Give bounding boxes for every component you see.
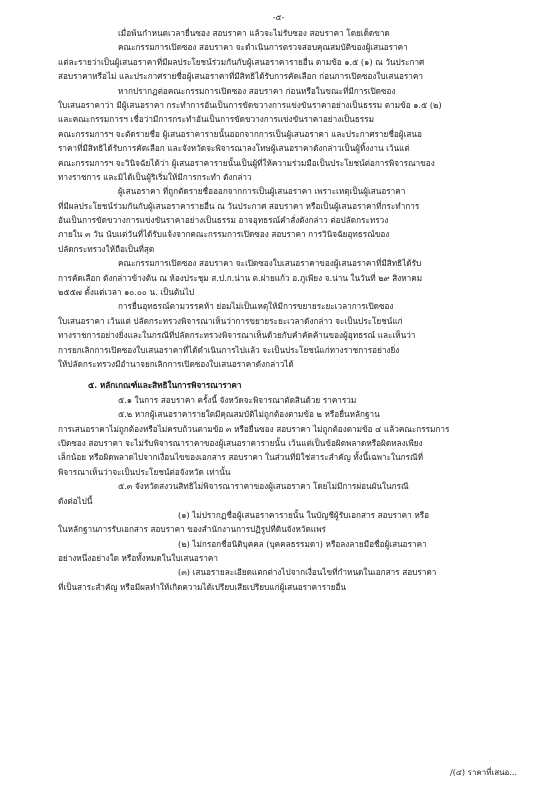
text-line: การเสนอราคาไม่ถูกต้องหรือไม่ครบถ้วนตามข้อ ๓ หรือยื่นซอง สอบราคา ไม่ถูกต้องตามข้อ ๔ แล้วคณะกรรมการ <box>58 423 450 434</box>
page-number: -๕- <box>272 13 285 22</box>
text-line: ใบเสนอราคาว่า มีผู้เสนอราคา กระทำการอันเป็นการขัดขวางการแข่งขันราคาอย่างเป็นธรรม ตามข้อ ๑.๕ (๒) <box>58 99 442 110</box>
text-line: ๒๕๕๗ ตั้งแต่เวลา ๑๐.๐๐ น. เป็นต้นไป <box>58 287 195 298</box>
text-line: พิจารณาเห็นว่าจะเป็นประโยชน์ต่อจังหวัด เท่านั้น <box>58 466 231 477</box>
text-line: ทางราชการ และมิได้เป็นผู้ริเริ่มให้มีการกระทำ ดังกล่าว <box>58 171 252 182</box>
text-line: หากปรากฏต่อคณะกรรมการเปิดซอง สอบราคา ก่อนหรือในขณะที่มีการเปิดซอง <box>118 85 396 96</box>
text-line: คณะกรรมการเปิดซอง สอบราคา จะดำเนินการตรวจสอบคุณสมบัติของผู้เสนอราคา <box>118 42 408 53</box>
text-line: ทางราชการอย่างยิ่งและในกรณีที่ปลัดกระทรวงพิจารณาเห็นด้วยกับคำคัดค้านของผู้อุทธรณ์ และเห็นว่า <box>58 330 416 341</box>
text-line: (๑) ไม่ปรากฏชื่อผู้เสนอราคารายนั้น ในบัญชีผู้รับเอกสาร สอบราคา หรือ <box>178 509 430 520</box>
text-line: ให้ปลัดกระทรวงมีอำนาจยกเลิกการเปิดซองใบเสนอราคาดังกล่าวได้ <box>58 358 294 369</box>
text-line: เปิดซอง สอบราคา จะไม่รับพิจารณาราคาของผู้เสนอราคารายนั้น เว้นแต่เป็นข้อผิดพลาดหรือผิดหลงเพียง <box>58 437 423 448</box>
text-line: สอบราคาหรือไม่ และประกาศรายชื่อผู้เสนอราคาที่มีสิทธิได้รับการคัดเลือก ก่อนการเปิดซองใบเสนอราคา <box>58 71 423 82</box>
text-line: การยกเลิกการเปิดซองใบเสนอราคาที่ได้ดำเนินการไปแล้ว จะเป็นประโยชน์แก่ทางราชการอย่างยิ่ง <box>58 344 400 355</box>
text-line: การคัดเลือก ดังกล่าวข้างต้น ณ ห้องประชุม ส.ป.ก.น่าน ต.ฝายแก้ว อ.ภูเพียง จ.น่าน ในวันที่ ๒๙ สิงหาคม <box>58 272 423 283</box>
text-line: เมื่อพ้นกำหนดเวลายื่นซอง สอบราคา แล้วจะไม่รับซอง สอบราคา โดยเด็ดขาด <box>118 28 390 38</box>
text-line: ภายใน ๓ วัน นับแต่วันที่ได้รับแจ้งจากคณะกรรมการเปิดซอง สอบราคา การวินิจฉัยอุทธรณ์ของ <box>58 229 390 240</box>
text-line: ในหลักฐานการรับเอกสาร สอบราคา ของสำนักงานการปฏิรูปที่ดินจังหวัดแพร่ <box>58 524 326 535</box>
text-line: (๓) เสนอรายละเอียดแตกต่างไปจากเงื่อนไขที่กำหนดในเอกสาร สอบราคา <box>178 567 437 578</box>
text-line: อย่างหนึ่งอย่างใด หรือทั้งหมดในใบเสนอราคา <box>58 553 218 564</box>
text-line: คณะกรรมการเปิดซอง สอบราคา จะเปิดซองใบเสนอราคาของผู้เสนอราคาที่มีสิทธิได้รับ <box>118 258 422 269</box>
text-line <box>58 371 528 378</box>
text-line: ปลัดกระทรวงให้ถือเป็นที่สุด <box>58 243 155 254</box>
section-heading: ๕. หลักเกณฑ์และสิทธิในการพิจารณาราคา <box>88 380 242 391</box>
text-line: ใบเสนอราคา เว้นแต่ ปลัดกระทรวงพิจารณาเห็นว่าการขยายระยะเวลาดังกล่าว จะเป็นประโยชน์แก่ <box>58 315 403 326</box>
text-line: ๕.๑ ในการ สอบราคา ครั้งนี้ จังหวัดจะพิจารณาตัดสินด้วย ราคารวม <box>118 394 357 405</box>
text-line: และคณะกรรมการฯ เชื่อว่ามีการกระทำอันเป็นการขัดขวางการแข่งขันราคาอย่างเป็นธรรม <box>58 114 374 125</box>
text-line: ผู้เสนอราคา ที่ถูกตัดรายชื่อออกจากการเป็นผู้เสนอราคา เพราะเหตุเป็นผู้เสนอราคา <box>118 186 406 197</box>
text-line: คณะกรรมการฯ จะตัดรายชื่อ ผู้เสนอราคารายนั้นออกจากการเป็นผู้เสนอราคา และประกาศรายชื่อผู้เสนอ <box>58 128 422 139</box>
text-line: ราคาที่มีสิทธิได้รับการคัดเลือก และจังหวัดจะพิจารณาลงโทษผู้เสนอราคาดังกล่าวเป็นผู้ทิ้งงาน เว้นแต่ <box>58 143 410 154</box>
text-line: (๒) ไม่กรอกชื่อนิติบุคคล (บุคคลธรรมดา) หรือลงลายมือชื่อผู้เสนอราคา <box>178 538 427 549</box>
text-line: อันเป็นการขัดขวางการแข่งขันราคาอย่างเป็นธรรม อาจอุทธรณ์คำสั่งดังกล่าว ต่อปลัดกระทรวง <box>58 215 389 226</box>
text-line: ๕.๓ จังหวัดสงวนสิทธิไม่พิจารณาราคาของผู้เสนอราคา โดยไม่มีการผ่อนผันในกรณี <box>118 481 409 492</box>
text-line: แต่ละรายว่าเป็นผู้เสนอราคาที่มีผลประโยชน์ร่วมกันกับผู้เสนอราคารายอื่น ตามข้อ ๑.๕ (๑) ณ วันประกาศ <box>58 56 425 67</box>
text-line: คณะกรรมการฯ จะวินิจฉัยได้ว่า ผู้เสนอราคารายนั้นเป็นผู้ที่ให้ความร่วมมือเป็นประโยชน์ต่อการพิจารณาของ <box>58 157 435 168</box>
continuation-footer: /(๔) ราคาที่เสนอ... <box>450 768 517 777</box>
text-line: เล็กน้อย หรือผิดพลาดไปจากเงื่อนไขของเอกสาร สอบราคา ในส่วนที่มิใช่สาระสำคัญ ทั้งนี้เฉพาะในกรณีที่ <box>58 452 423 463</box>
text-line: ดังต่อไปนี้ <box>58 495 93 506</box>
text-line: ที่เป็นสาระสำคัญ หรือมีผลทำให้เกิดความได้เปรียบเสียเปรียบแก่ผู้เสนอราคารายอื่น <box>58 581 347 592</box>
text-line: ที่มีผลประโยชน์ร่วมกันกับผู้เสนอราคารายอื่น ณ วันประกาศ สอบราคา หรือเป็นผู้เสนอราคาที่กระทำการ <box>58 200 420 211</box>
text-line: การยื่นอุทธรณ์ตามวรรคห้า ย่อมไม่เป็นเหตุให้มีการขยายระยะเวลาการเปิดซอง <box>118 301 394 312</box>
text-line: ๕.๒ หากผู้เสนอราคารายใดมีคุณสมบัติไม่ถูกต้องตามข้อ ๒ หรือยื่นหลักฐาน <box>118 409 380 420</box>
document-body <box>58 26 528 594</box>
